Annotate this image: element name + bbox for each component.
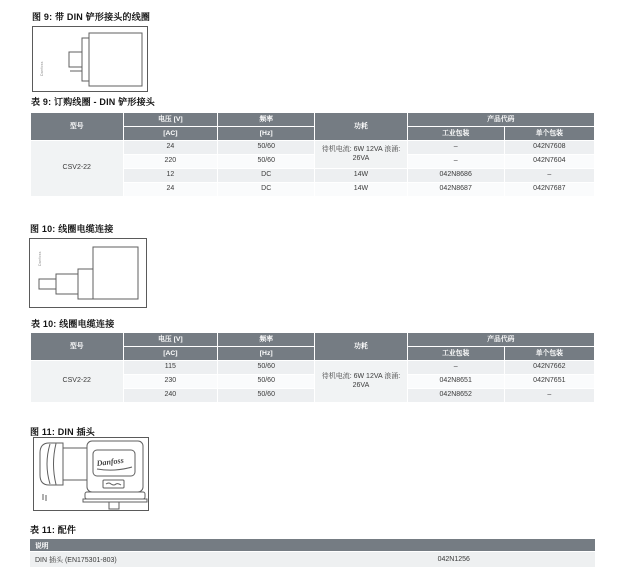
col-description: 说明 [30, 539, 595, 551]
col-freq: 频率 [218, 333, 314, 346]
col-freq: 频率 [218, 113, 314, 126]
col-single-pack: 单个包装 [505, 347, 594, 360]
cell-freq: DC [218, 169, 314, 182]
figure9-title: 图 9: 带 DIN 铲形接头的线圈 [32, 12, 151, 22]
cell-voltage: 24 [124, 183, 218, 196]
cell-industrial: 042N8651 [408, 375, 504, 388]
cell-industrial: 042N8686 [408, 169, 504, 182]
cell-industrial: – [408, 141, 504, 154]
col-single-pack: 单个包装 [505, 127, 594, 140]
cell-power-ac: 待机电流: 6W 12VA 浪涌: 26VA [315, 361, 407, 402]
cell-freq: 50/60 [218, 155, 314, 168]
cell-freq: 50/60 [218, 361, 314, 374]
table10-title: 表 10: 线圈电缆连接 [31, 319, 115, 329]
cell-code: 042N1256 [313, 552, 596, 567]
cell-model: CSV2-22 [31, 361, 123, 402]
col-model: 型号 [31, 333, 123, 360]
figure11-title: 图 11: DIN 插头 [30, 427, 95, 437]
cell-voltage: 24 [124, 141, 218, 154]
table10 [30, 332, 595, 403]
table9-title: 表 9: 订购线圈 - DIN 铲形接头 [31, 97, 156, 107]
col-voltage: 电压 [V] [124, 113, 218, 126]
coil-din-spade-drawing [32, 26, 148, 92]
din-plug-drawing [33, 437, 149, 511]
col-voltage-unit: [AC] [124, 347, 218, 360]
col-industrial-pack: 工业包装 [408, 347, 504, 360]
col-voltage-unit: [AC] [124, 127, 218, 140]
cell-voltage: 115 [124, 361, 218, 374]
coil-cable-drawing [29, 238, 147, 308]
col-power: 功耗 [315, 333, 407, 360]
cell-voltage: 12 [124, 169, 218, 182]
table11 [30, 538, 595, 568]
figure9-watermark: Danfoss [40, 61, 44, 76]
cell-voltage: 240 [124, 389, 218, 402]
table9 [30, 112, 595, 197]
col-freq-unit: [Hz] [218, 127, 314, 140]
cell-power: 14W [315, 169, 407, 182]
cell-industrial: – [408, 155, 504, 168]
col-product-code: 产品代码 [408, 333, 594, 346]
cell-voltage: 220 [124, 155, 218, 168]
cell-freq: 50/60 [218, 141, 314, 154]
cell-single: 042N7687 [505, 183, 594, 196]
figure10-title: 图 10: 线圈电缆连接 [30, 224, 114, 234]
cell-single: – [505, 169, 594, 182]
col-freq-unit: [Hz] [218, 347, 314, 360]
col-voltage: 电压 [V] [124, 333, 218, 346]
cell-freq: DC [218, 183, 314, 196]
cell-single: 042N7651 [505, 375, 594, 388]
cell-single: – [505, 389, 594, 402]
col-industrial-pack: 工业包装 [408, 127, 504, 140]
cell-industrial: 042N8687 [408, 183, 504, 196]
table-row [31, 141, 594, 154]
cell-voltage: 230 [124, 375, 218, 388]
cell-industrial: – [408, 361, 504, 374]
table-row [30, 552, 595, 567]
figure10 [29, 238, 147, 308]
cell-model: CSV2-22 [31, 141, 123, 196]
figure11 [33, 437, 149, 511]
figure10-watermark: Danfoss [38, 251, 42, 266]
cell-single: 042N7662 [505, 361, 594, 374]
table-row [31, 361, 594, 374]
figure9 [32, 26, 148, 92]
cell-single: 042N7604 [505, 155, 594, 168]
cell-power: 14W [315, 183, 407, 196]
table11-title: 表 11: 配件 [30, 525, 77, 535]
cell-single: 042N7608 [505, 141, 594, 154]
cell-power-ac: 待机电流: 6W 12VA 浪涌: 26VA [315, 141, 407, 168]
danfoss-logo: Danfoss [96, 455, 125, 468]
col-product-code: 产品代码 [408, 113, 594, 126]
cell-description: DIN 插头 (EN175301-803) [30, 552, 313, 567]
cell-industrial: 042N8652 [408, 389, 504, 402]
col-power: 功耗 [315, 113, 407, 140]
col-model: 型号 [31, 113, 123, 140]
cell-freq: 50/60 [218, 389, 314, 402]
cell-freq: 50/60 [218, 375, 314, 388]
